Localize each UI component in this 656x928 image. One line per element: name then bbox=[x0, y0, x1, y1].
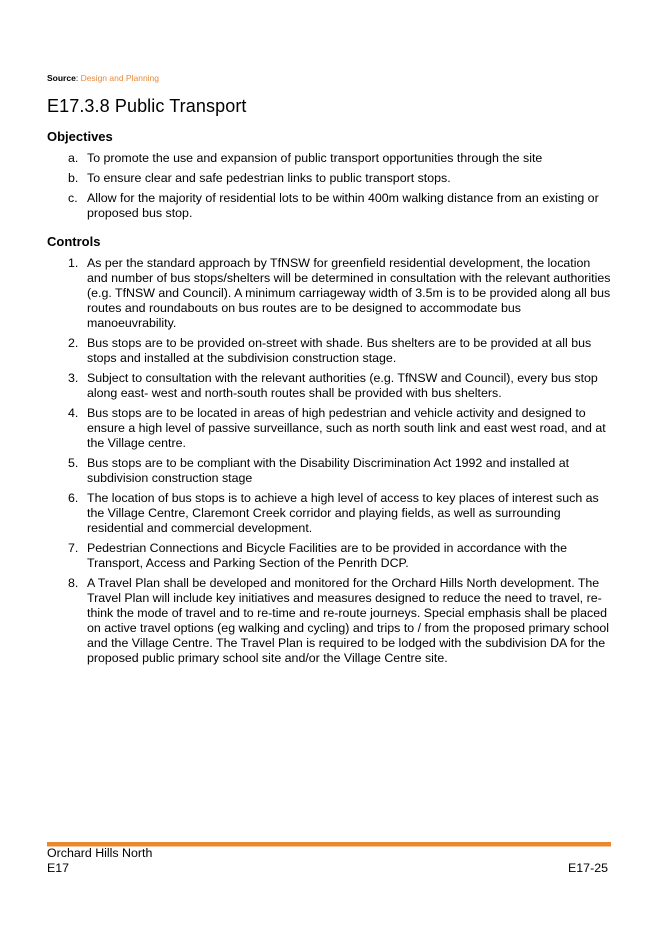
objectives-item-marker: c. bbox=[68, 191, 78, 205]
controls-item-marker: 7. bbox=[68, 541, 79, 555]
controls-item-text: Pedestrian Connections and Bicycle Facilities are to be provided in accordance with the Transport, Access and Parking Section of the Penrith DCP. bbox=[87, 541, 568, 570]
controls-item-marker: 3. bbox=[68, 371, 79, 385]
controls-item-marker: 1. bbox=[68, 256, 79, 270]
controls-item bbox=[47, 371, 612, 401]
controls-item-text: The location of bus stops is to achieve a high level of access to key places of interest such as the Village Centre, Claremont Creek corridor and playing fields, as well as surrounding residential and commercial development. bbox=[87, 491, 599, 535]
objectives-item-marker: b. bbox=[68, 171, 79, 185]
controls-item bbox=[47, 256, 612, 331]
objectives-heading: Objectives bbox=[47, 129, 113, 144]
footer-section: E17 bbox=[47, 861, 70, 875]
controls-item-text: A Travel Plan shall be developed and monitored for the Orchard Hills North development. The Travel Plan will include key initiatives and measures designed to reduce the need to travel, re-think the mode of travel and to re-time and re-route journeys. Special emphasis shall be placed on active travel options (eg walking and cycling) and trips to / from the proposed primary school and the Village Centre. The Travel Plan is required to be lodged with the subdivision DA for the proposed public primary school site and/or the Village Centre site. bbox=[87, 576, 610, 665]
controls-item bbox=[47, 406, 612, 451]
source-value: Design and Planning bbox=[80, 73, 160, 83]
controls-heading: Controls bbox=[47, 234, 101, 249]
source-separator: : bbox=[75, 73, 81, 83]
controls-item bbox=[47, 491, 612, 536]
objectives-item bbox=[47, 171, 612, 186]
controls-item bbox=[47, 576, 612, 666]
objectives-list bbox=[47, 151, 612, 226]
controls-item-marker: 6. bbox=[68, 491, 79, 505]
controls-item bbox=[47, 336, 612, 366]
objectives-item-marker: a. bbox=[68, 151, 79, 165]
objectives-item-text: To promote the use and expansion of public transport opportunities through the site bbox=[87, 151, 543, 165]
controls-item bbox=[47, 456, 612, 486]
controls-item-marker: 4. bbox=[68, 406, 79, 420]
objectives-item-text: To ensure clear and safe pedestrian links to public transport stops. bbox=[87, 171, 451, 185]
controls-list bbox=[47, 256, 612, 671]
objectives-item bbox=[47, 151, 612, 166]
controls-item bbox=[47, 541, 612, 571]
controls-item-text: Subject to consultation with the relevant authorities (e.g. TfNSW and Council), every bus stop along east- west and north-south routes shall be provided with bus shelters. bbox=[87, 371, 598, 400]
objectives-item bbox=[47, 191, 612, 221]
controls-item-text: Bus stops are to be compliant with the Disability Discrimination Act 1992 and installed at subdivision construction stage bbox=[87, 456, 570, 485]
controls-item-text: Bus stops are to be located in areas of high pedestrian and vehicle activity and designed to ensure a high level of passive surveillance, such as north south link and east west road, and at the Village centre. bbox=[87, 406, 606, 450]
page-title: E17.3.8 Public Transport bbox=[47, 96, 247, 116]
footer-page-number: E17-25 bbox=[568, 861, 608, 875]
footer-document-title: Orchard Hills North bbox=[47, 846, 153, 860]
source-line bbox=[47, 73, 159, 83]
source-label: Source bbox=[47, 73, 76, 83]
controls-item-text: Bus stops are to be provided on-street with shade. Bus shelters are to be provided at all bus stops and installed at the subdivision construction stage. bbox=[87, 336, 592, 365]
controls-item-marker: 5. bbox=[68, 456, 79, 470]
controls-item-marker: 8. bbox=[68, 576, 79, 590]
objectives-item-text: Allow for the majority of residential lots to be within 400m walking distance from an existing or proposed bus stop. bbox=[87, 191, 599, 220]
controls-item-text: As per the standard approach by TfNSW for greenfield residential development, the location and number of bus stops/shelters will be determined in consultation with the relevant authorities (e.g. TfNSW and Council). A minimum carriageway width of 3.5m is to be provided along all bus routes and roundabouts on bus routes are to be designed to accommodate bus manoeuvrability. bbox=[87, 256, 611, 330]
controls-item-marker: 2. bbox=[68, 336, 79, 350]
